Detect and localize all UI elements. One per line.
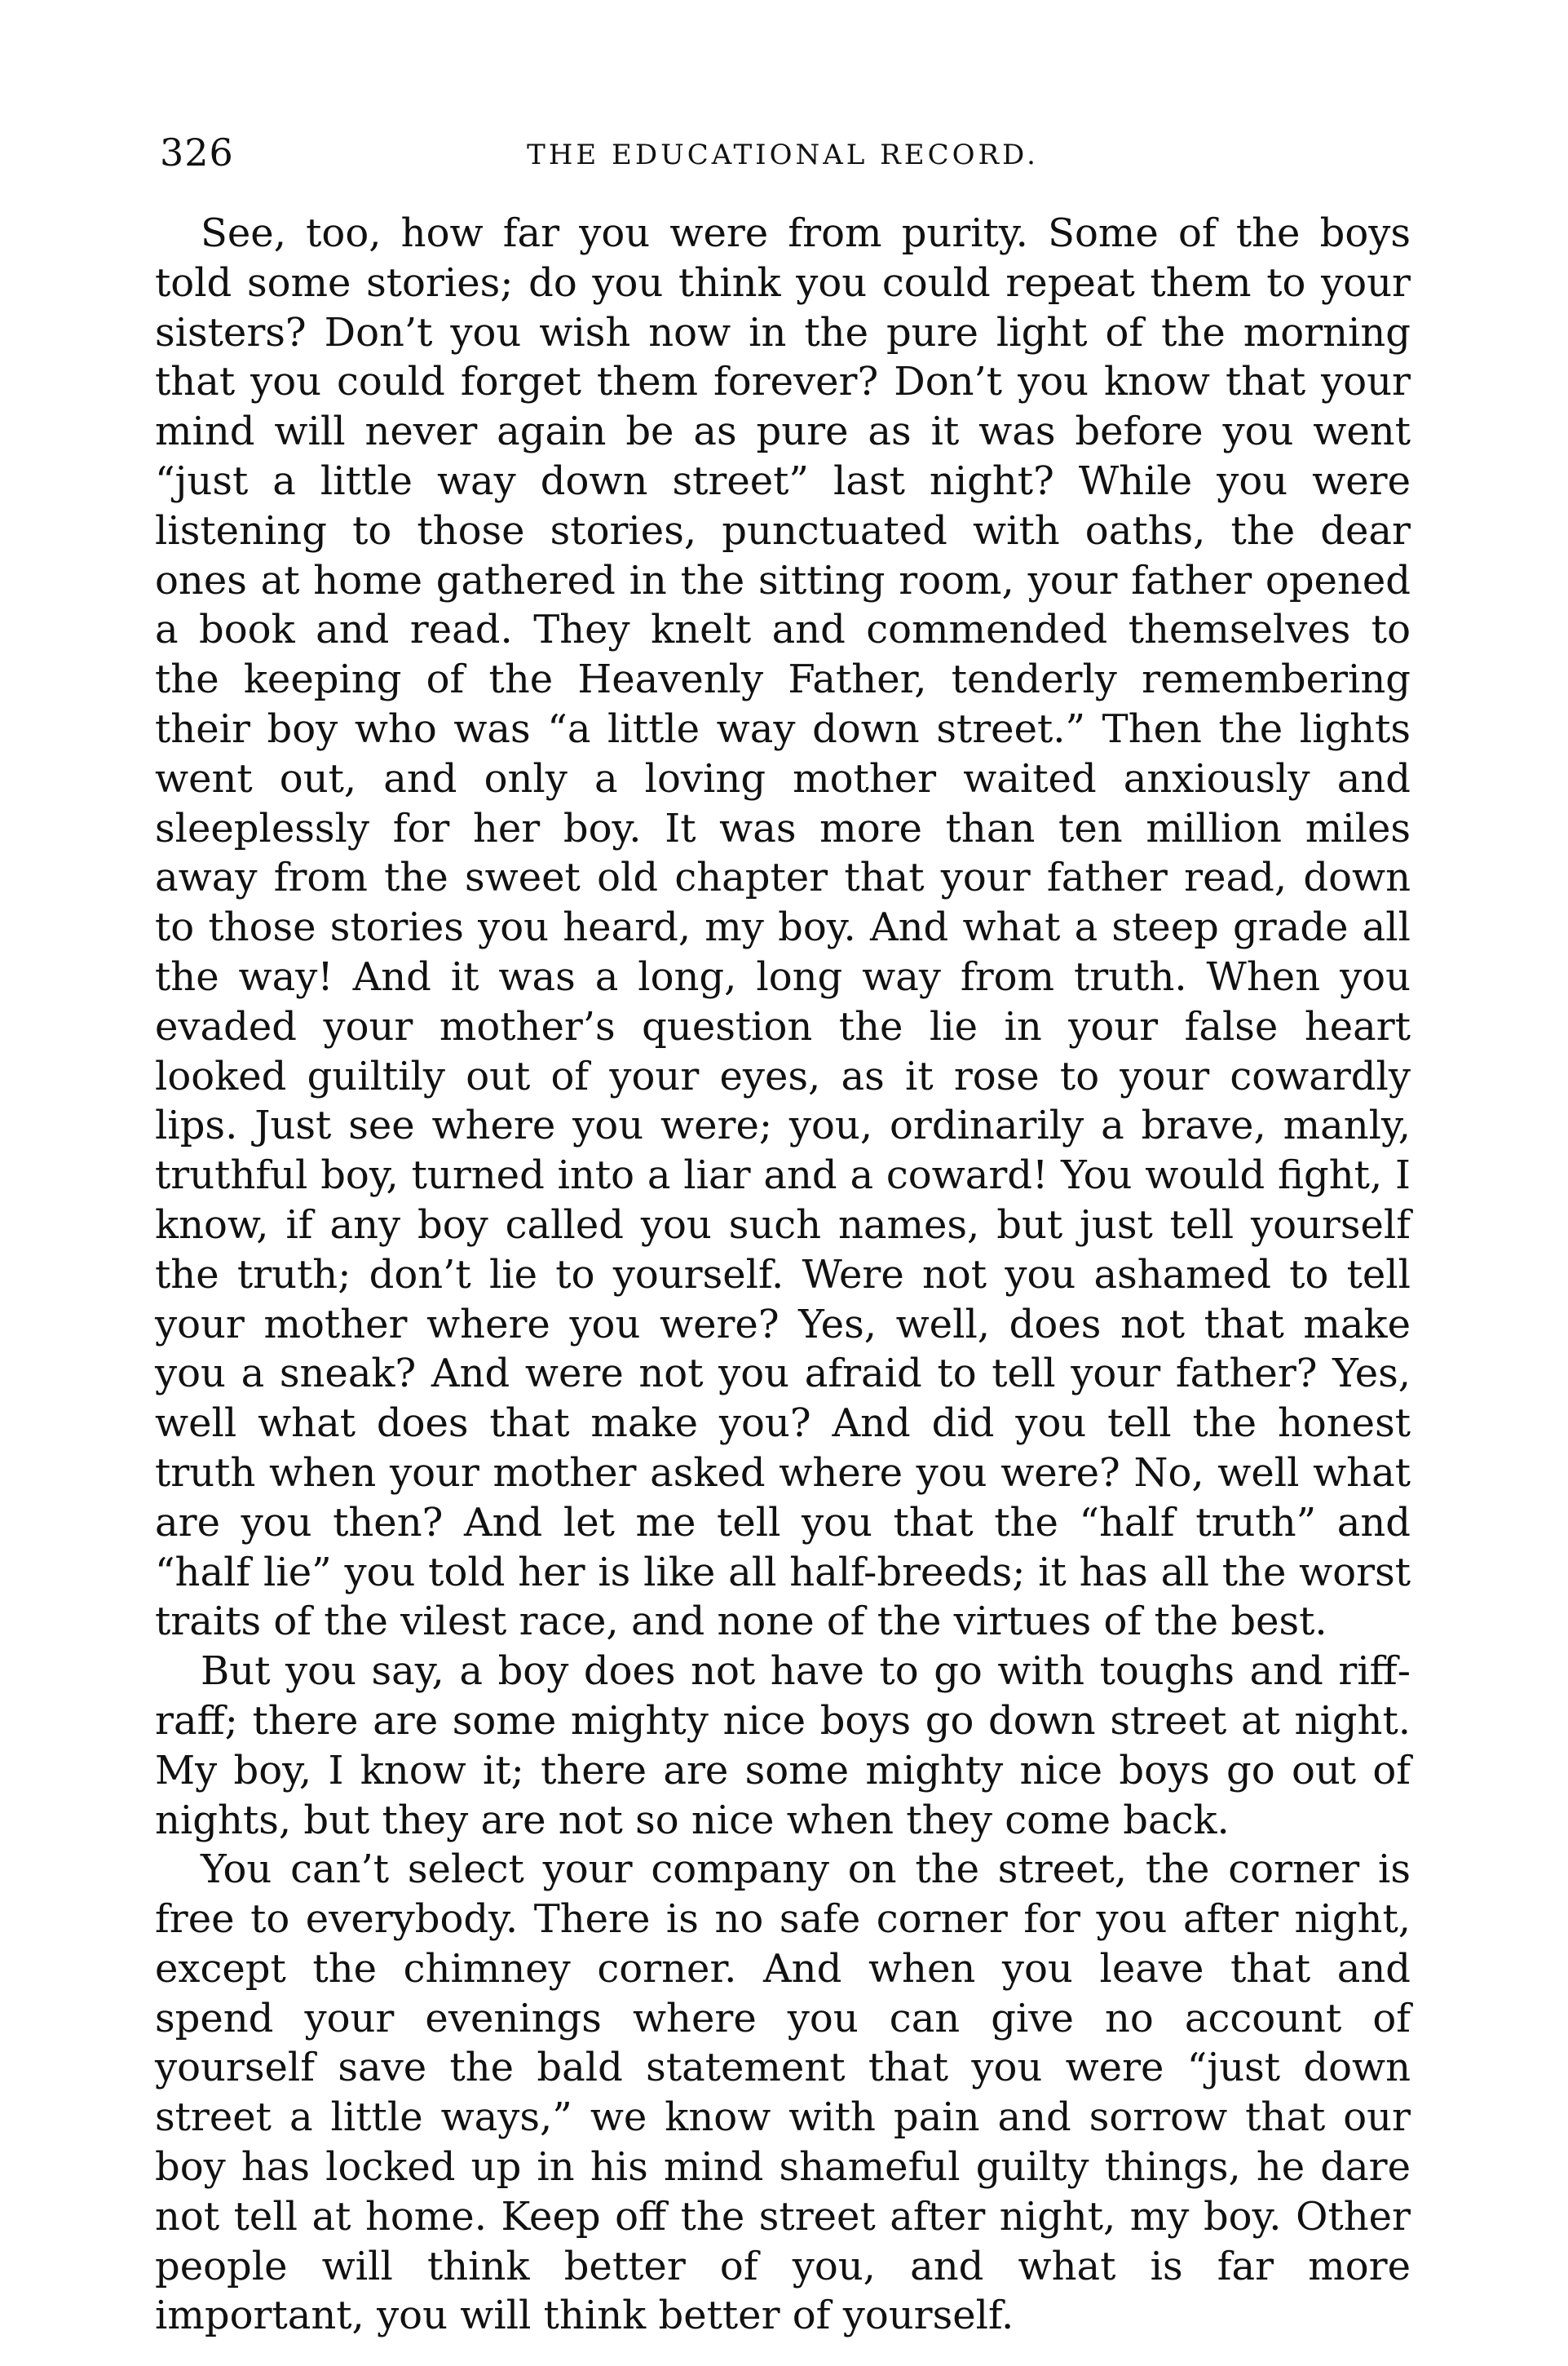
document-page [155,130,1411,2341]
paragraph: You can’t select your company on the street, the corner is free to everybody. There is no safe corner for you after night, except the chimney corner. And when you leave that and spend your evenings where you can give no account of yourself save the bald statement that you were “just down street a little ways,” we know with pain and sorrow that our boy has locked up in his mind shameful guilty things, he dare not tell at home. Keep off the street after night, my boy. Other people will think better of you, and what is far more important, you will think better of yourself. [155,1846,1411,2339]
running-title: THE EDUCATIONAL RECORD. [527,139,1039,171]
paragraph: But you say, a boy does not have to go with toughs and riffraff; there are some mighty nice boys go down street at night. My boy, I know it; there are some mighty nice boys go out of nights, but they are not so nice when they come back. [155,1648,1411,1843]
paragraph: See, too, how far you were from purity. Some of the boys told some stories; do you think you could repeat them to your sisters? Don’t you wish now in the pure light of the morning that you could forget them forever? Don’t you know that your mind will never again be as pure as it was before you went “just a little way down street” last night? While you were listening to those stories, punctuated with oaths, the dear ones at home gathered in the sitting room, your father opened a book and read. They knelt and commended themselves to the keeping of the Heavenly Father, tenderly remembering their boy who was “a little way down street.” Then the lights went out, and only a loving mother waited anxiously and sleeplessly for her boy. It was more than ten million miles away from the sweet old chapter that your father read, down to those stories you heard, my boy. And what a steep grade all the way! And it was a long, long way from truth. When you evaded your mother’s question the lie in your false heart looked guiltily out of your eyes, as it rose to your cowardly lips. Just see where you were; you, ordinarily a brave, manly, truthful boy, turned into a liar and a coward! You would fight, I know, if any boy called you such names, but just tell yourself the truth; don’t lie to yourself. Were not you ashamed to tell your mother where you were? Yes, well, does not that make you a sneak? And were not you afraid to tell your father? Yes, well what does that make you? And did you tell the honest truth when your mother asked where you were? No, well what are you then? And let me tell you that the “half truth” and “half lie” you told her is like all half-breeds; it has all the worst traits of the vilest race, and none of the virtues of the best. [155,210,1411,1645]
page-header [155,130,1411,196]
body-text [155,209,1411,2341]
page-number: 326 [160,130,234,175]
